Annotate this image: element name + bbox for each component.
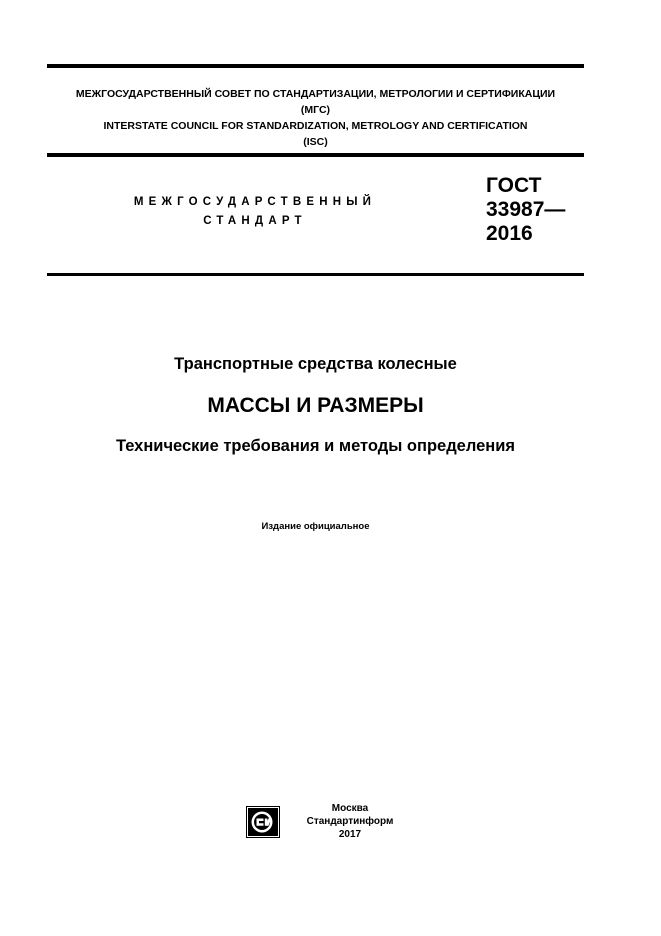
gost-designation	[486, 174, 565, 246]
council-ru-abbr: (МГС)	[300, 104, 331, 116]
standard-type-line2: СТАНДАРТ	[203, 215, 307, 227]
document-subject: Транспортные средства колесные	[174, 355, 457, 373]
council-ru-name: МЕЖГОСУДАРСТВЕННЫЙ СОВЕТ ПО СТАНДАРТИЗАЦИИ, МЕТРОЛОГИИ И СЕРТИФИКАЦИИ	[75, 88, 556, 100]
middle-rule	[47, 153, 584, 157]
publisher-city: Москва	[331, 803, 369, 814]
council-en-abbr: (ISC)	[303, 136, 328, 148]
council-header	[47, 86, 584, 150]
document-subtitle: Технические требования и методы определения	[115, 437, 516, 455]
gost-number: 33987—	[486, 198, 566, 221]
bottom-rule	[47, 273, 584, 276]
standard-type	[100, 193, 410, 231]
gost-label: ГОСТ	[486, 174, 542, 197]
publisher-name: Стандартинформ	[306, 816, 394, 827]
standard-type-line1: МЕЖГОСУДАРСТВЕННЫЙ	[133, 196, 377, 208]
publisher-year: 2017	[338, 829, 362, 840]
document-title: МАССЫ И РАЗМЕРЫ	[207, 394, 424, 417]
top-rule	[47, 64, 584, 68]
edition-label: Издание официальное	[261, 521, 370, 532]
gost-year: 2016	[486, 222, 533, 245]
publisher-block	[300, 802, 400, 841]
council-en-name: INTERSTATE COUNCIL FOR STANDARDIZATION, METROLOGY AND CERTIFICATION	[103, 120, 528, 132]
standartinform-logo-icon	[246, 806, 280, 838]
